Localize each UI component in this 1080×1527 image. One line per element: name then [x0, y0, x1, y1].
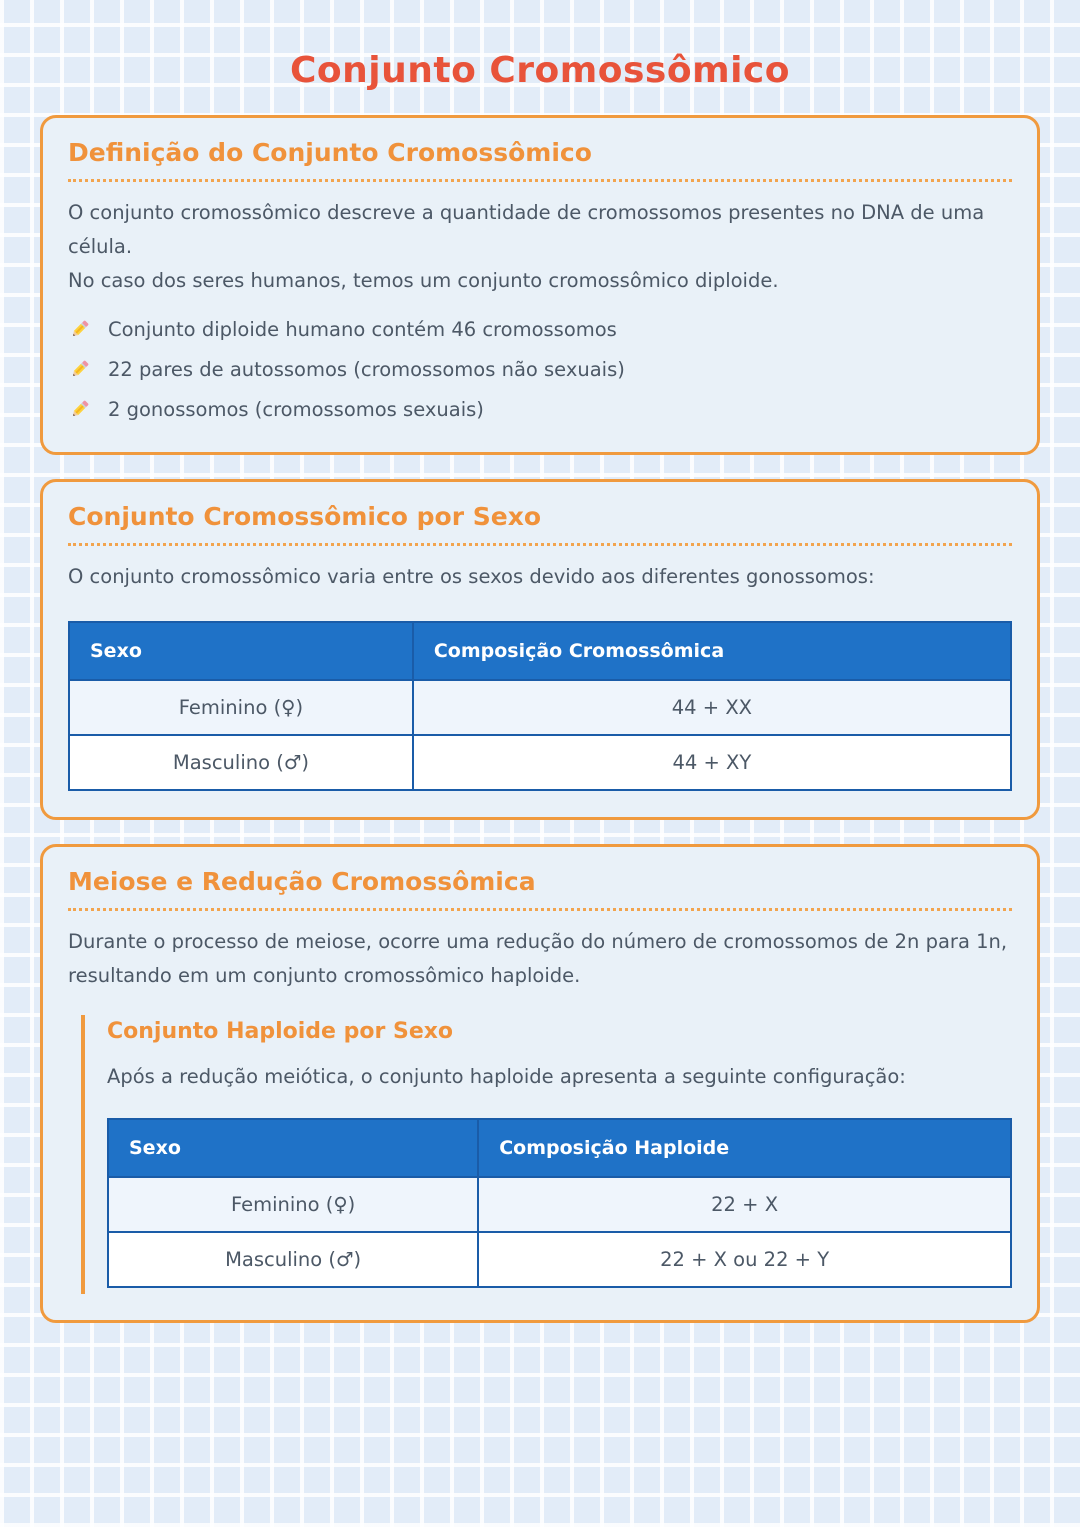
pencil-icon [68, 317, 92, 341]
table-header-row [108, 1119, 1011, 1177]
pencil-icon [68, 357, 92, 381]
table-row [69, 735, 1011, 790]
pencil-icon [68, 397, 92, 421]
definicao-bullet-list [68, 312, 1012, 426]
table-cell: 44 + XX [413, 680, 1011, 735]
table-cell: 22 + X ou 22 + Y [478, 1232, 1011, 1287]
section-por-sexo-heading: Conjunto Cromossômico por Sexo [68, 502, 1012, 546]
table-header-sexo: Sexo [69, 622, 413, 680]
table-header-composicao: Composição Haploide [478, 1119, 1011, 1177]
table-row [108, 1232, 1011, 1287]
page-title: Conjunto Cromossômico [289, 50, 790, 91]
table-row [69, 680, 1011, 735]
section-meiose-paragraph: Durante o processo de meiose, ocorre uma redução do número de cromossomos de 2n para 1n, resultando em um conjunto cromossômico haploide. [68, 929, 1008, 987]
table-header-row [69, 622, 1011, 680]
diploid-composition-table [68, 621, 1012, 791]
section-definicao-paragraph-1: O conjunto cromossômico descreve a quantidade de cromossomos presentes no DNA de uma célula. [68, 201, 985, 259]
section-por-sexo-paragraph: O conjunto cromossômico varia entre os sexos devido aos diferentes gonossomos: [68, 565, 875, 589]
list-item [68, 312, 1012, 346]
list-item [68, 352, 1012, 386]
section-definicao [40, 115, 1040, 455]
subsection-haploide-heading: Conjunto Haploide por Sexo [107, 1018, 454, 1044]
table-cell: Feminino (♀) [108, 1177, 478, 1232]
bullet-text: 22 pares de autossomos (cromossomos não sexuais) [108, 357, 625, 381]
table-cell: 22 + X [478, 1177, 1011, 1232]
section-definicao-paragraph-2: No caso dos seres humanos, temos um conjunto cromossômico diploide. [68, 269, 779, 293]
subsection-haploide-paragraph: Após a redução meiótica, o conjunto haploide apresenta a seguinte configuração: [107, 1064, 906, 1088]
table-header-sexo: Sexo [108, 1119, 478, 1177]
section-meiose-heading: Meiose e Redução Cromossômica [68, 867, 1012, 911]
bullet-text: Conjunto diploide humano contém 46 cromossomos [108, 317, 617, 341]
table-cell: Masculino (♂) [69, 735, 413, 790]
table-header-composicao: Composição Cromossômica [413, 622, 1011, 680]
list-item [68, 392, 1012, 426]
table-row [108, 1177, 1011, 1232]
section-definicao-heading: Definição do Conjunto Cromossômico [68, 138, 1012, 182]
table-cell: Feminino (♀) [69, 680, 413, 735]
section-por-sexo [40, 479, 1040, 819]
table-cell: Masculino (♂) [108, 1232, 478, 1287]
section-meiose [40, 844, 1040, 1323]
haploid-composition-table [107, 1118, 1012, 1288]
bullet-text: 2 gonossomos (cromossomos sexuais) [108, 397, 484, 421]
table-cell: 44 + XY [413, 735, 1011, 790]
subsection-haploide [81, 1015, 1012, 1294]
